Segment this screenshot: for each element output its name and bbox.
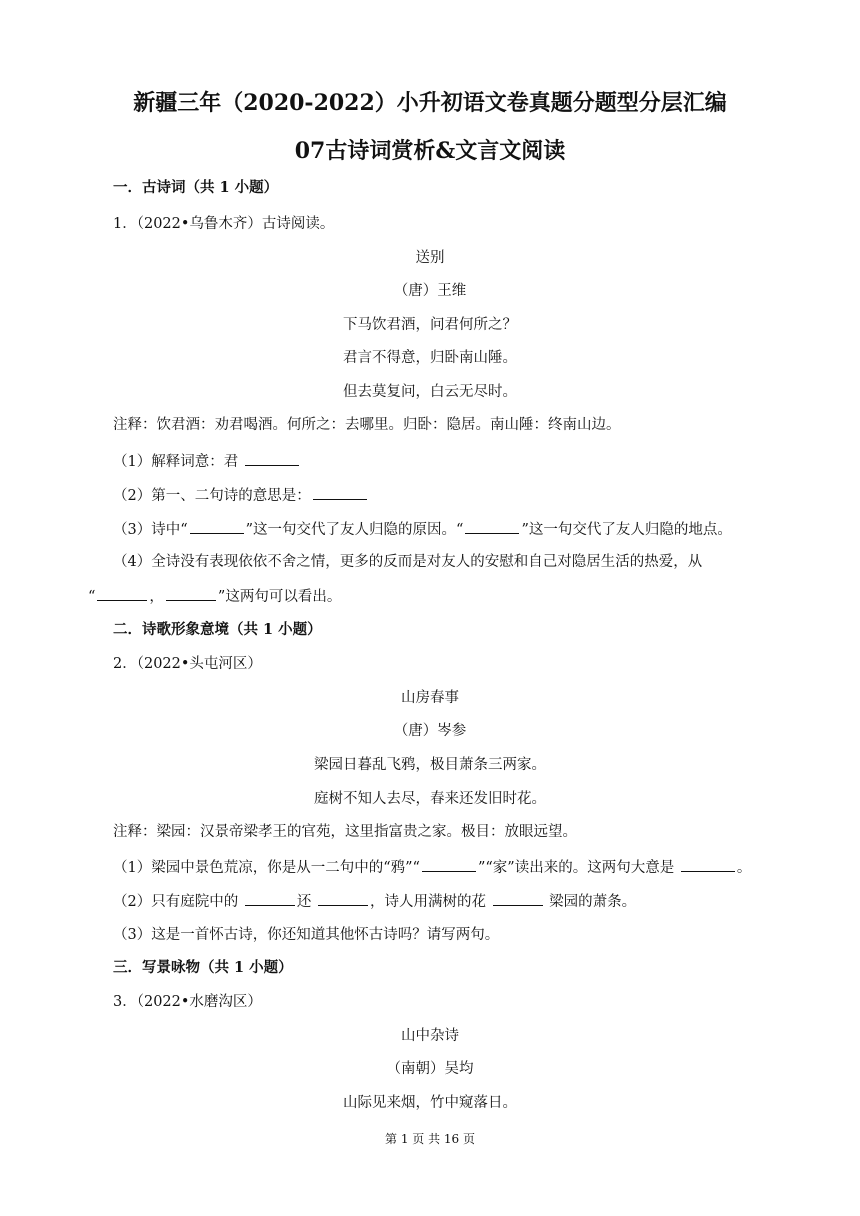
doc-title-line1: 新疆三年（2020-2022）小升初语文卷真题分题型分层汇编 (133, 90, 727, 116)
sub-question-text: （2）只有庭院中的 (113, 894, 243, 910)
sub-question (113, 552, 702, 572)
poem-line: 君言不得意，归卧南山陲。 (343, 350, 517, 366)
page-footer: 第 1 页 共 16 页 (385, 1132, 475, 1146)
sub-question (113, 485, 369, 506)
doc-title-line2: 07古诗词赏析&文言文阅读 (294, 138, 566, 164)
sub-question-continued (88, 586, 341, 607)
sub-question-text: 。 (736, 860, 752, 876)
answer-blank[interactable] (190, 519, 244, 534)
poem-line: 山际见来烟，竹中窥落日。 (343, 1095, 517, 1111)
answer-blank[interactable] (245, 891, 295, 906)
sub-question-text: “ (88, 589, 96, 605)
poem-title: 送别 (415, 250, 445, 266)
sub-question-text: 还 (296, 894, 316, 910)
sub-question (113, 857, 751, 878)
question-intro: 2．（2022•头屯河区） (113, 656, 262, 672)
sub-question-text: （2）第一、二句诗的意思是： (113, 488, 311, 504)
sub-question-text: （4）全诗没有表现依依不舍之情，更多的反而是对友人的安慰和自己对隐居生活的热爱，从 (113, 554, 703, 570)
poem-author: （南朝）吴均 (386, 1061, 474, 1077)
section-heading: 三．写景咏物（共 1 小题） (113, 959, 293, 976)
poem-author: （唐）王维 (393, 283, 467, 299)
sub-question-text: 梁园的萧条。 (544, 894, 637, 910)
sub-question-text: ，诗人用满树的花 (369, 894, 491, 910)
sub-question (113, 925, 499, 945)
answer-blank[interactable] (97, 586, 147, 601)
answer-blank[interactable] (313, 485, 367, 500)
answer-blank[interactable] (166, 586, 216, 601)
poem-note: 注释：饮君酒：劝君喝酒。何所之：去哪里。归卧：隐居。南山陲：终南山边。 (113, 417, 621, 433)
answer-blank[interactable] (245, 451, 299, 466)
question-intro: 1．（2022•乌鲁木齐）古诗阅读。 (113, 216, 335, 232)
poem-author: （唐）岑参 (393, 723, 467, 739)
sub-question-text: （3）这是一首怀古诗，你还知道其他怀古诗吗？请写两句。 (113, 927, 500, 943)
sub-question (113, 891, 636, 912)
sub-question-text: ”这一句交代了友人归隐的地点。 (521, 522, 732, 538)
poem-line: 但去莫复问，白云无尽时。 (343, 384, 517, 400)
answer-blank[interactable] (465, 519, 519, 534)
section-heading: 一．古诗词（共 1 小题） (113, 179, 279, 196)
poem-line: 梁园日暮乱飞鸦，极目萧条三两家。 (314, 757, 546, 773)
sub-question (113, 451, 301, 472)
sub-question-text: ”这一句交代了友人归隐的原因。“ (245, 522, 464, 538)
answer-blank[interactable] (318, 891, 368, 906)
sub-question (113, 519, 732, 540)
question-intro: 3．（2022•水磨沟区） (113, 994, 262, 1010)
poem-note: 注释：梁园：汉景帝梁孝王的官苑，这里指富贵之家。极目：放眼远望。 (113, 824, 577, 840)
sub-question-text: ”这两句可以看出。 (217, 589, 342, 605)
sub-question-text: （1）梁园中景色荒凉，你是从一二句中的“鸦”“ (113, 860, 420, 876)
answer-blank[interactable] (681, 857, 735, 872)
poem-title: 山中杂诗 (401, 1028, 459, 1044)
answer-blank[interactable] (493, 891, 543, 906)
sub-question-text: ， (149, 589, 164, 605)
sub-question-text: （3）诗中“ (113, 522, 188, 538)
poem-title: 山房春事 (401, 690, 459, 706)
answer-blank[interactable] (422, 857, 476, 872)
sub-question-text: （1）解释词意：君 (113, 454, 243, 470)
poem-line: 下马饮君酒，问君何所之？ (343, 317, 517, 333)
poem-line: 庭树不知人去尽，春来还发旧时花。 (314, 791, 546, 807)
sub-question-text: ”“家”读出来的。这两句大意是 (477, 860, 679, 876)
section-heading: 二．诗歌形象意境（共 1 小题） (113, 621, 322, 638)
